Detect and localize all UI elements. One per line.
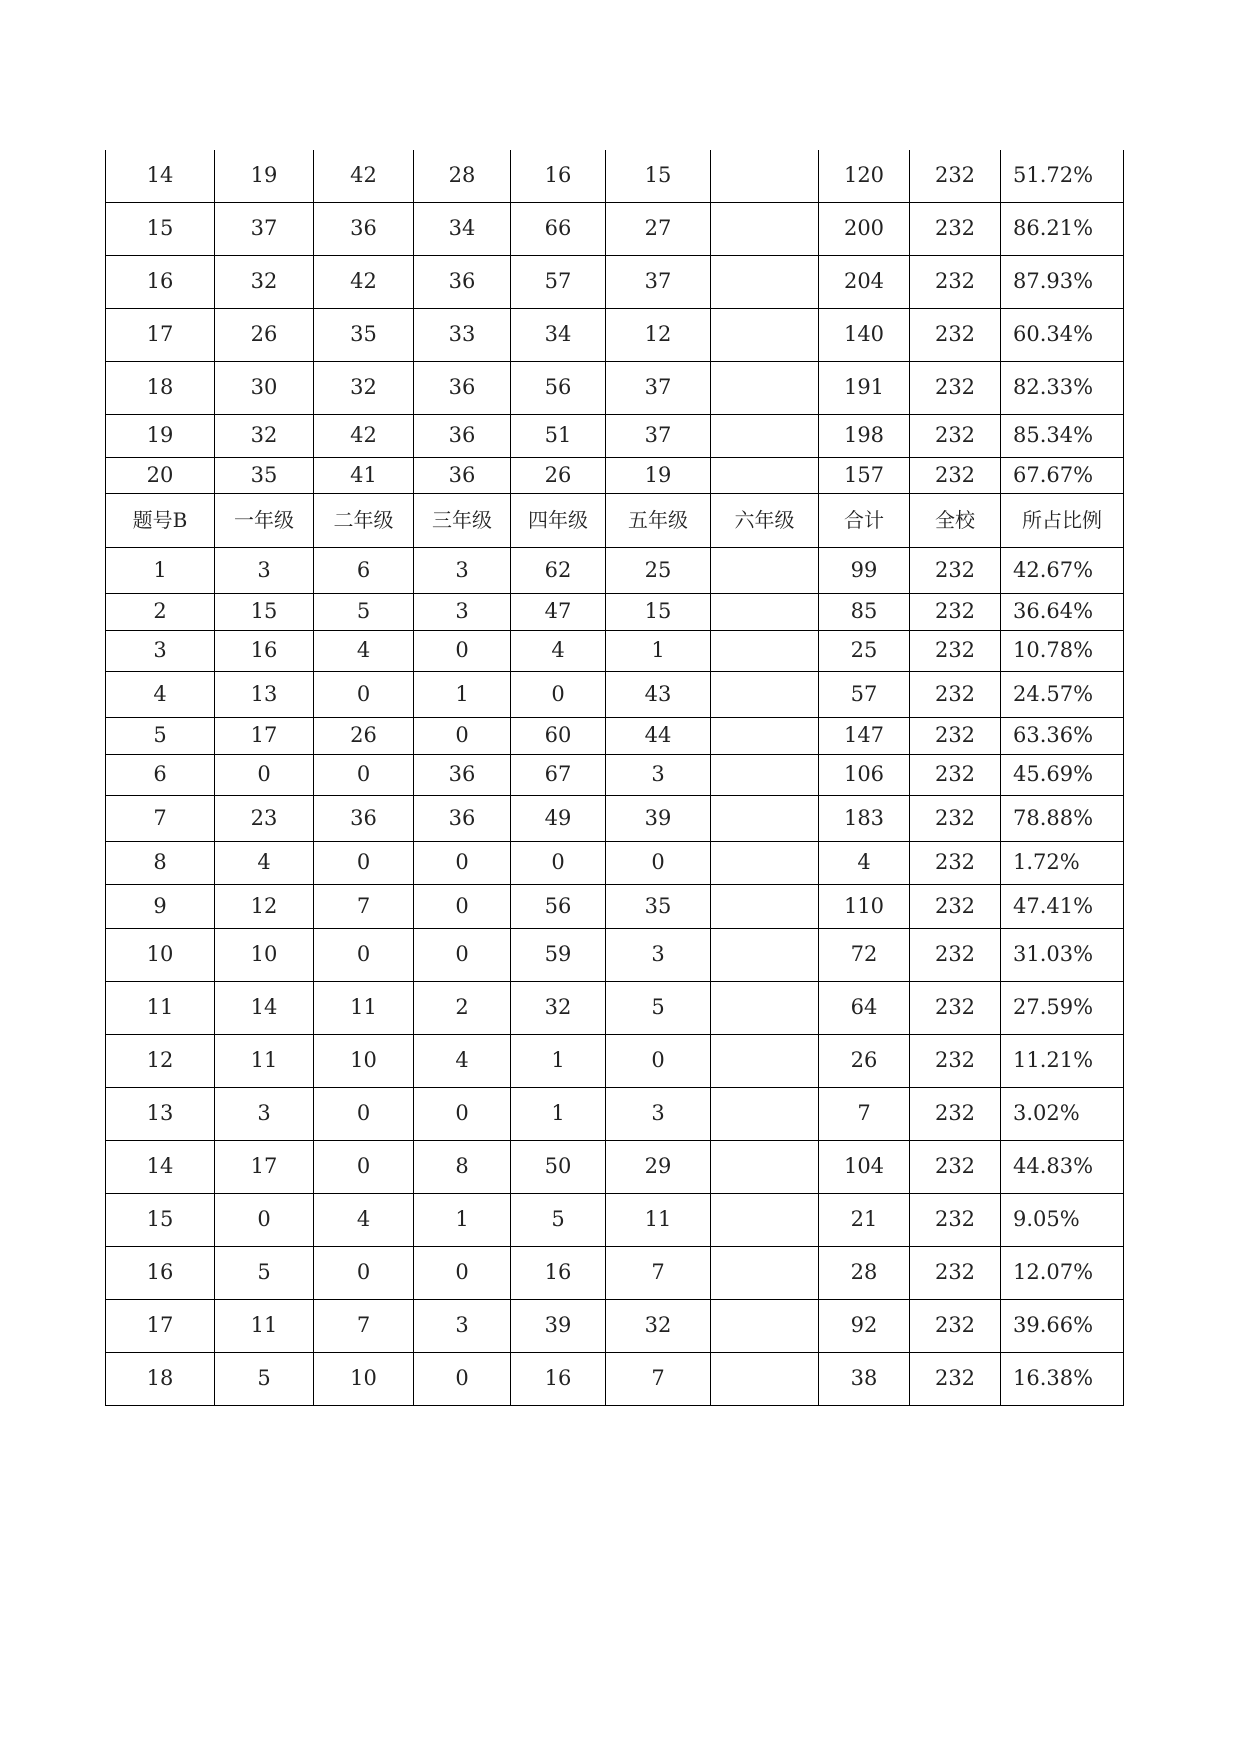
cell-grade5: 11 <box>606 1193 711 1246</box>
cell-ratio: 31.03% <box>1001 928 1124 981</box>
cell-total: 38 <box>819 1352 910 1405</box>
cell-ratio: 86.21% <box>1001 202 1124 255</box>
cell-grade2: 41 <box>314 457 414 493</box>
cell-grade5: 7 <box>606 1352 711 1405</box>
cell-total: 191 <box>819 361 910 414</box>
cell-grade5: 32 <box>606 1299 711 1352</box>
cell-question: 17 <box>106 308 215 361</box>
cell-grade2: 0 <box>314 1246 414 1299</box>
cell-question: 12 <box>106 1034 215 1087</box>
cell-grade2: 0 <box>314 1087 414 1140</box>
table-row <box>106 1087 1124 1140</box>
cell-grade2: 7 <box>314 884 414 928</box>
cell-grade3: 36 <box>414 457 511 493</box>
cell-grade1: 3 <box>215 547 314 593</box>
cell-grade2: 0 <box>314 671 414 717</box>
cell-ratio: 12.07% <box>1001 1246 1124 1299</box>
cell-grade1: 13 <box>215 671 314 717</box>
cell-grade2: 26 <box>314 717 414 754</box>
cell-total: 198 <box>819 414 910 457</box>
cell-grade6 <box>711 1299 819 1352</box>
cell-grade3: 0 <box>414 630 511 671</box>
cell-question: 7 <box>106 795 215 841</box>
cell-grade3: 36 <box>414 754 511 795</box>
cell-grade2: 35 <box>314 308 414 361</box>
cell-question: 15 <box>106 1193 215 1246</box>
cell-grade4: 5 <box>511 1193 606 1246</box>
cell-total: 合计 <box>819 493 910 547</box>
cell-grade6 <box>711 457 819 493</box>
cell-ratio: 42.67% <box>1001 547 1124 593</box>
cell-grade2: 5 <box>314 593 414 630</box>
table-row <box>106 202 1124 255</box>
survey-results-table <box>105 150 1124 1406</box>
cell-grade5: 0 <box>606 1034 711 1087</box>
cell-grade3: 0 <box>414 1352 511 1405</box>
cell-ratio: 3.02% <box>1001 1087 1124 1140</box>
cell-grade2: 10 <box>314 1034 414 1087</box>
cell-total: 200 <box>819 202 910 255</box>
cell-grade5: 3 <box>606 754 711 795</box>
cell-school: 232 <box>910 1352 1001 1405</box>
cell-school: 232 <box>910 1193 1001 1246</box>
cell-grade4: 1 <box>511 1034 606 1087</box>
cell-grade1: 0 <box>215 1193 314 1246</box>
cell-total: 28 <box>819 1246 910 1299</box>
cell-grade5: 29 <box>606 1140 711 1193</box>
cell-school: 232 <box>910 795 1001 841</box>
cell-grade1: 30 <box>215 361 314 414</box>
cell-grade2: 42 <box>314 255 414 308</box>
cell-ratio: 39.66% <box>1001 1299 1124 1352</box>
cell-ratio: 44.83% <box>1001 1140 1124 1193</box>
table-row <box>106 928 1124 981</box>
table-row <box>106 593 1124 630</box>
table-row <box>106 547 1124 593</box>
cell-grade4: 16 <box>511 1352 606 1405</box>
cell-grade1: 4 <box>215 841 314 884</box>
cell-grade1: 10 <box>215 928 314 981</box>
cell-grade6 <box>711 841 819 884</box>
cell-ratio: 51.72% <box>1001 150 1124 202</box>
cell-grade2: 36 <box>314 202 414 255</box>
cell-ratio: 85.34% <box>1001 414 1124 457</box>
cell-school: 232 <box>910 1246 1001 1299</box>
cell-ratio: 78.88% <box>1001 795 1124 841</box>
cell-grade2: 10 <box>314 1352 414 1405</box>
cell-grade2: 32 <box>314 361 414 414</box>
cell-grade6 <box>711 754 819 795</box>
cell-grade3: 0 <box>414 717 511 754</box>
cell-grade4: 66 <box>511 202 606 255</box>
cell-grade1: 14 <box>215 981 314 1034</box>
cell-school: 232 <box>910 841 1001 884</box>
cell-grade5: 3 <box>606 1087 711 1140</box>
cell-question: 19 <box>106 414 215 457</box>
table-row <box>106 308 1124 361</box>
cell-grade6 <box>711 150 819 202</box>
cell-grade6 <box>711 671 819 717</box>
cell-grade1: 一年级 <box>215 493 314 547</box>
cell-grade6: 六年级 <box>711 493 819 547</box>
table-row <box>106 361 1124 414</box>
cell-grade6 <box>711 1087 819 1140</box>
table-row <box>106 457 1124 493</box>
cell-total: 106 <box>819 754 910 795</box>
cell-total: 204 <box>819 255 910 308</box>
cell-grade2: 42 <box>314 150 414 202</box>
cell-grade4: 56 <box>511 884 606 928</box>
cell-grade2: 6 <box>314 547 414 593</box>
cell-grade1: 37 <box>215 202 314 255</box>
cell-question: 6 <box>106 754 215 795</box>
cell-grade3: 1 <box>414 1193 511 1246</box>
cell-grade5: 43 <box>606 671 711 717</box>
cell-total: 104 <box>819 1140 910 1193</box>
cell-grade4: 39 <box>511 1299 606 1352</box>
cell-question: 5 <box>106 717 215 754</box>
cell-question: 4 <box>106 671 215 717</box>
cell-grade1: 12 <box>215 884 314 928</box>
cell-total: 72 <box>819 928 910 981</box>
cell-grade3: 3 <box>414 593 511 630</box>
cell-school: 232 <box>910 547 1001 593</box>
cell-grade4: 四年级 <box>511 493 606 547</box>
cell-grade6 <box>711 981 819 1034</box>
cell-grade4: 56 <box>511 361 606 414</box>
cell-grade2: 二年级 <box>314 493 414 547</box>
cell-ratio: 9.05% <box>1001 1193 1124 1246</box>
cell-grade3: 3 <box>414 547 511 593</box>
cell-question: 9 <box>106 884 215 928</box>
table-row <box>106 671 1124 717</box>
cell-grade6 <box>711 717 819 754</box>
table-row <box>106 717 1124 754</box>
cell-grade6 <box>711 1193 819 1246</box>
cell-grade2: 0 <box>314 754 414 795</box>
cell-grade5: 7 <box>606 1246 711 1299</box>
cell-grade5: 39 <box>606 795 711 841</box>
table-row <box>106 1352 1124 1405</box>
cell-school: 232 <box>910 1034 1001 1087</box>
cell-grade3: 三年级 <box>414 493 511 547</box>
cell-total: 157 <box>819 457 910 493</box>
cell-grade6 <box>711 928 819 981</box>
table-row <box>106 1034 1124 1087</box>
cell-grade4: 32 <box>511 981 606 1034</box>
table-row <box>106 255 1124 308</box>
cell-total: 85 <box>819 593 910 630</box>
cell-grade1: 15 <box>215 593 314 630</box>
cell-grade4: 4 <box>511 630 606 671</box>
cell-total: 25 <box>819 630 910 671</box>
cell-grade2: 36 <box>314 795 414 841</box>
table-row <box>106 754 1124 795</box>
cell-total: 4 <box>819 841 910 884</box>
cell-ratio: 47.41% <box>1001 884 1124 928</box>
table-row <box>106 150 1124 202</box>
cell-school: 232 <box>910 255 1001 308</box>
cell-grade1: 35 <box>215 457 314 493</box>
cell-grade2: 0 <box>314 841 414 884</box>
cell-grade4: 16 <box>511 1246 606 1299</box>
cell-ratio: 所占比例 <box>1001 493 1124 547</box>
cell-grade4: 62 <box>511 547 606 593</box>
cell-grade6 <box>711 884 819 928</box>
cell-total: 21 <box>819 1193 910 1246</box>
cell-question: 8 <box>106 841 215 884</box>
cell-school: 232 <box>910 361 1001 414</box>
cell-total: 92 <box>819 1299 910 1352</box>
cell-grade3: 36 <box>414 795 511 841</box>
cell-total: 7 <box>819 1087 910 1140</box>
cell-grade5: 12 <box>606 308 711 361</box>
cell-grade1: 16 <box>215 630 314 671</box>
table-body <box>106 150 1124 1405</box>
cell-grade4: 26 <box>511 457 606 493</box>
cell-total: 147 <box>819 717 910 754</box>
cell-grade5: 15 <box>606 593 711 630</box>
table-row <box>106 884 1124 928</box>
cell-grade1: 32 <box>215 414 314 457</box>
cell-school: 232 <box>910 414 1001 457</box>
cell-ratio: 10.78% <box>1001 630 1124 671</box>
cell-grade6 <box>711 630 819 671</box>
cell-grade6 <box>711 361 819 414</box>
cell-grade1: 11 <box>215 1034 314 1087</box>
cell-ratio: 16.38% <box>1001 1352 1124 1405</box>
cell-grade3: 1 <box>414 671 511 717</box>
cell-grade3: 34 <box>414 202 511 255</box>
cell-total: 99 <box>819 547 910 593</box>
cell-grade4: 0 <box>511 841 606 884</box>
cell-grade3: 2 <box>414 981 511 1034</box>
cell-grade1: 0 <box>215 754 314 795</box>
cell-question: 16 <box>106 1246 215 1299</box>
cell-grade2: 4 <box>314 630 414 671</box>
cell-grade6 <box>711 414 819 457</box>
cell-school: 232 <box>910 593 1001 630</box>
table-row <box>106 795 1124 841</box>
cell-question: 18 <box>106 361 215 414</box>
table-row <box>106 1299 1124 1352</box>
cell-grade4: 16 <box>511 150 606 202</box>
table-row <box>106 1193 1124 1246</box>
cell-grade1: 5 <box>215 1246 314 1299</box>
cell-school: 全校 <box>910 493 1001 547</box>
header-row-b <box>106 493 1124 547</box>
cell-grade5: 3 <box>606 928 711 981</box>
cell-grade3: 0 <box>414 1087 511 1140</box>
cell-grade3: 36 <box>414 255 511 308</box>
cell-grade1: 23 <box>215 795 314 841</box>
cell-grade5: 37 <box>606 255 711 308</box>
cell-grade5: 五年级 <box>606 493 711 547</box>
cell-total: 57 <box>819 671 910 717</box>
table-row <box>106 630 1124 671</box>
cell-ratio: 87.93% <box>1001 255 1124 308</box>
cell-ratio: 67.67% <box>1001 457 1124 493</box>
cell-school: 232 <box>910 754 1001 795</box>
cell-total: 183 <box>819 795 910 841</box>
cell-grade3: 33 <box>414 308 511 361</box>
cell-grade5: 35 <box>606 884 711 928</box>
cell-grade2: 11 <box>314 981 414 1034</box>
cell-grade4: 49 <box>511 795 606 841</box>
cell-grade6 <box>711 795 819 841</box>
table-row <box>106 414 1124 457</box>
cell-school: 232 <box>910 1140 1001 1193</box>
cell-question: 18 <box>106 1352 215 1405</box>
cell-grade5: 37 <box>606 361 711 414</box>
cell-grade3: 0 <box>414 884 511 928</box>
table-row <box>106 981 1124 1034</box>
cell-grade3: 8 <box>414 1140 511 1193</box>
cell-grade5: 27 <box>606 202 711 255</box>
cell-grade3: 4 <box>414 1034 511 1087</box>
cell-total: 110 <box>819 884 910 928</box>
cell-grade1: 19 <box>215 150 314 202</box>
cell-total: 64 <box>819 981 910 1034</box>
cell-question: 2 <box>106 593 215 630</box>
cell-question: 14 <box>106 1140 215 1193</box>
cell-grade5: 19 <box>606 457 711 493</box>
cell-question: 3 <box>106 630 215 671</box>
cell-school: 232 <box>910 671 1001 717</box>
cell-school: 232 <box>910 717 1001 754</box>
cell-grade3: 0 <box>414 928 511 981</box>
table-row <box>106 1140 1124 1193</box>
cell-grade2: 7 <box>314 1299 414 1352</box>
table-row <box>106 1246 1124 1299</box>
cell-grade4: 59 <box>511 928 606 981</box>
cell-grade4: 67 <box>511 754 606 795</box>
cell-grade1: 32 <box>215 255 314 308</box>
cell-school: 232 <box>910 630 1001 671</box>
cell-grade2: 0 <box>314 1140 414 1193</box>
cell-total: 26 <box>819 1034 910 1087</box>
cell-grade1: 17 <box>215 1140 314 1193</box>
cell-grade6 <box>711 202 819 255</box>
cell-grade5: 1 <box>606 630 711 671</box>
cell-grade5: 37 <box>606 414 711 457</box>
cell-grade4: 47 <box>511 593 606 630</box>
cell-grade2: 42 <box>314 414 414 457</box>
cell-grade3: 36 <box>414 414 511 457</box>
cell-school: 232 <box>910 1087 1001 1140</box>
cell-grade6 <box>711 547 819 593</box>
cell-ratio: 24.57% <box>1001 671 1124 717</box>
cell-grade3: 0 <box>414 841 511 884</box>
cell-grade6 <box>711 308 819 361</box>
cell-grade1: 5 <box>215 1352 314 1405</box>
cell-school: 232 <box>910 202 1001 255</box>
cell-grade6 <box>711 1034 819 1087</box>
cell-grade6 <box>711 1140 819 1193</box>
cell-question: 17 <box>106 1299 215 1352</box>
cell-grade1: 11 <box>215 1299 314 1352</box>
cell-ratio: 60.34% <box>1001 308 1124 361</box>
cell-school: 232 <box>910 884 1001 928</box>
cell-question: 1 <box>106 547 215 593</box>
cell-school: 232 <box>910 1299 1001 1352</box>
cell-school: 232 <box>910 928 1001 981</box>
cell-grade2: 4 <box>314 1193 414 1246</box>
cell-grade4: 0 <box>511 671 606 717</box>
cell-grade5: 0 <box>606 841 711 884</box>
cell-ratio: 63.36% <box>1001 717 1124 754</box>
cell-ratio: 11.21% <box>1001 1034 1124 1087</box>
cell-grade6 <box>711 1352 819 1405</box>
cell-grade4: 60 <box>511 717 606 754</box>
cell-grade6 <box>711 1246 819 1299</box>
cell-grade4: 57 <box>511 255 606 308</box>
cell-school: 232 <box>910 150 1001 202</box>
cell-school: 232 <box>910 457 1001 493</box>
cell-question: 16 <box>106 255 215 308</box>
cell-school: 232 <box>910 308 1001 361</box>
cell-grade4: 1 <box>511 1087 606 1140</box>
cell-school: 232 <box>910 981 1001 1034</box>
cell-ratio: 36.64% <box>1001 593 1124 630</box>
cell-grade4: 34 <box>511 308 606 361</box>
cell-total: 140 <box>819 308 910 361</box>
cell-total: 120 <box>819 150 910 202</box>
cell-ratio: 45.69% <box>1001 754 1124 795</box>
cell-grade4: 51 <box>511 414 606 457</box>
cell-grade3: 3 <box>414 1299 511 1352</box>
cell-grade6 <box>711 255 819 308</box>
cell-grade5: 44 <box>606 717 711 754</box>
cell-question: 20 <box>106 457 215 493</box>
cell-grade4: 50 <box>511 1140 606 1193</box>
table-row <box>106 841 1124 884</box>
cell-question: 13 <box>106 1087 215 1140</box>
cell-ratio: 27.59% <box>1001 981 1124 1034</box>
cell-grade2: 0 <box>314 928 414 981</box>
cell-grade3: 0 <box>414 1246 511 1299</box>
cell-grade3: 28 <box>414 150 511 202</box>
cell-ratio: 82.33% <box>1001 361 1124 414</box>
cell-grade5: 15 <box>606 150 711 202</box>
cell-grade6 <box>711 593 819 630</box>
cell-grade3: 36 <box>414 361 511 414</box>
cell-question: 15 <box>106 202 215 255</box>
cell-question: 14 <box>106 150 215 202</box>
cell-question: 11 <box>106 981 215 1034</box>
cell-grade1: 17 <box>215 717 314 754</box>
cell-grade5: 25 <box>606 547 711 593</box>
cell-grade1: 26 <box>215 308 314 361</box>
cell-ratio: 1.72% <box>1001 841 1124 884</box>
cell-grade5: 5 <box>606 981 711 1034</box>
cell-question: 题号B <box>106 493 215 547</box>
cell-grade1: 3 <box>215 1087 314 1140</box>
cell-question: 10 <box>106 928 215 981</box>
